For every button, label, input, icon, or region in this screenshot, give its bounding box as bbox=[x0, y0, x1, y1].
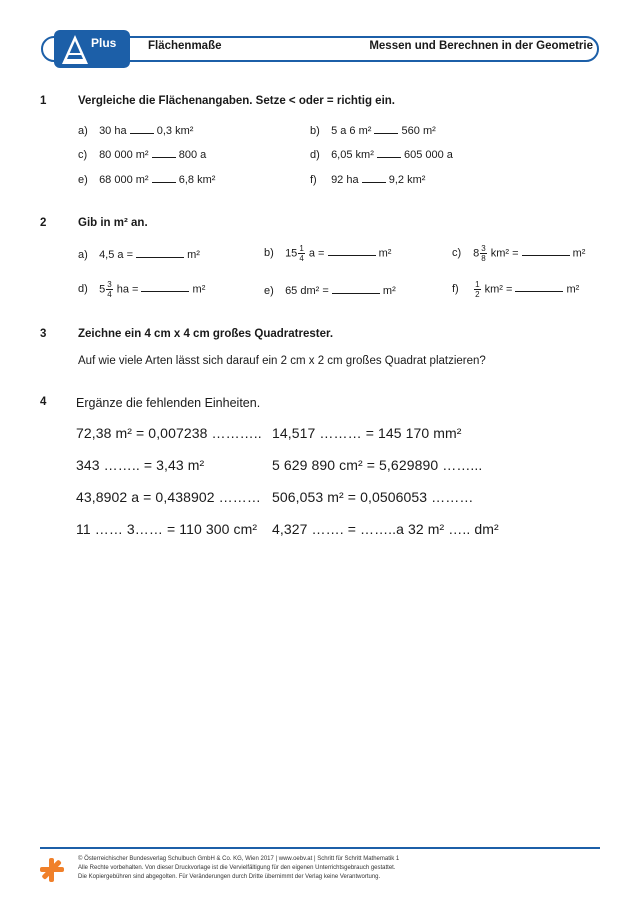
item-label: b) bbox=[310, 125, 320, 137]
mixed-whole: 15 bbox=[285, 247, 298, 260]
item-label: c) bbox=[452, 247, 462, 260]
exercise-item bbox=[78, 280, 205, 299]
task-number: 2 bbox=[40, 217, 47, 229]
item-label: f) bbox=[452, 283, 459, 296]
answer-blank[interactable] bbox=[515, 282, 563, 292]
denominator: 8 bbox=[481, 254, 486, 263]
numerator: 3 bbox=[107, 280, 112, 289]
footer-rights: Alle Rechte vorbehalten. Von dieser Druckvorlage ist die Vervielfältigung für den eigenen Unterrichtsgebrauch gestattet. bbox=[78, 865, 396, 871]
numerator: 3 bbox=[481, 244, 486, 253]
exercise-item bbox=[78, 248, 200, 261]
exercise-item bbox=[78, 124, 193, 137]
answer-blank[interactable] bbox=[377, 148, 401, 158]
chapter-title: Messen und Berechnen in der Geometrie bbox=[369, 40, 593, 52]
fraction bbox=[106, 280, 112, 299]
conversion-right: 506,053 m² = 0,0506053 ……… bbox=[272, 489, 474, 505]
page-topic: Flächenmaße bbox=[148, 40, 222, 52]
item-expression: ha = bbox=[116, 283, 139, 296]
numerator: 1 bbox=[475, 280, 480, 289]
exercise-item bbox=[452, 244, 585, 263]
exercise-item bbox=[310, 173, 425, 186]
item-expression: 4,5 a = bbox=[99, 249, 134, 261]
answer-blank[interactable] bbox=[130, 124, 154, 134]
item-label: a) bbox=[78, 125, 88, 137]
answer-blank[interactable] bbox=[152, 173, 176, 183]
denominator: 4 bbox=[299, 254, 304, 263]
exercise-item bbox=[264, 244, 391, 263]
item-label: e) bbox=[78, 174, 88, 186]
task-title: Gib in m² an. bbox=[78, 217, 148, 229]
unit: m² bbox=[378, 247, 392, 260]
mixed-whole: 8 bbox=[473, 247, 480, 260]
task-title: Zeichne ein 4 cm x 4 cm großes Quadratrester. bbox=[78, 328, 334, 340]
unit: m² bbox=[382, 285, 396, 297]
item-right: 800 a bbox=[178, 149, 207, 161]
item-label: d) bbox=[310, 149, 320, 161]
denominator: 2 bbox=[475, 290, 480, 299]
item-left: 68 000 m² bbox=[99, 174, 149, 186]
numerator: 1 bbox=[299, 244, 304, 253]
answer-blank[interactable] bbox=[328, 246, 376, 256]
exercise-item bbox=[310, 148, 453, 161]
task-title: Ergänze die fehlenden Einheiten. bbox=[76, 396, 261, 410]
exercise-item bbox=[310, 124, 436, 137]
exercise-item bbox=[78, 173, 215, 186]
conversion-left: 343 …….. = 3,43 m² bbox=[76, 457, 205, 473]
answer-blank[interactable] bbox=[522, 246, 570, 256]
item-expression: a = bbox=[308, 247, 325, 260]
conversion-right: 4,327 ……. = ……..a 32 m² ….. dm² bbox=[272, 521, 499, 537]
item-right: 560 m² bbox=[401, 125, 436, 137]
conversion-right: 5 629 890 cm² = 5,629890 ……... bbox=[272, 457, 483, 473]
task-number: 3 bbox=[40, 328, 47, 340]
item-right: 6,8 km² bbox=[178, 174, 216, 186]
footer-copyright: © Österreichischer Bundesverlag Schulbuch GmbH & Co. KG, Wien 2017 | www.oebv.at | Schritt für Schritt Mathematik 1 bbox=[78, 856, 400, 862]
exercise-item bbox=[78, 148, 206, 161]
task-number: 1 bbox=[40, 95, 47, 107]
item-right: 9,2 km² bbox=[388, 174, 426, 186]
item-expression: km² = bbox=[484, 283, 513, 296]
footer-fees: Die Kopiergebühren sind abgegolten. Für Veränderungen durch Dritte übernimmt der Verlag keine Verantwortung. bbox=[78, 874, 381, 880]
plus-badge-label: Plus bbox=[91, 36, 117, 50]
conversion-left: 72,38 m² = 0,007238 ……….. bbox=[76, 425, 262, 441]
item-left: 80 000 m² bbox=[99, 149, 149, 161]
item-left: 5 a 6 m² bbox=[331, 125, 372, 137]
task-title: Vergleiche die Flächenangaben. Setze < oder = richtig ein. bbox=[78, 95, 395, 107]
item-right: 0,3 km² bbox=[156, 125, 194, 137]
unit: m² bbox=[572, 247, 586, 260]
item-right: 605 000 a bbox=[403, 149, 453, 161]
fraction bbox=[480, 244, 486, 263]
conversion-left: 11 …… 3…… = 110 300 cm² bbox=[76, 521, 258, 537]
answer-blank[interactable] bbox=[332, 284, 380, 294]
item-label: e) bbox=[264, 285, 274, 297]
item-label: b) bbox=[264, 247, 274, 260]
task-number: 4 bbox=[40, 396, 47, 408]
denominator: 4 bbox=[107, 290, 112, 299]
item-label: d) bbox=[78, 283, 88, 296]
unit: m² bbox=[192, 283, 206, 296]
item-left: 30 ha bbox=[99, 125, 127, 137]
item-left: 92 ha bbox=[331, 174, 359, 186]
answer-blank[interactable] bbox=[362, 173, 386, 183]
footer-rule bbox=[40, 847, 600, 849]
mixed-whole: 5 bbox=[99, 283, 106, 296]
answer-blank[interactable] bbox=[136, 248, 184, 258]
fraction bbox=[474, 280, 480, 299]
answer-blank[interactable] bbox=[374, 124, 398, 134]
item-expression: km² = bbox=[490, 247, 519, 260]
unit: m² bbox=[187, 249, 200, 261]
task-question: Auf wie viele Arten lässt sich darauf ein 2 cm x 2 cm großes Quadrat platzieren? bbox=[78, 355, 486, 367]
answer-blank[interactable] bbox=[141, 282, 189, 292]
conversion-left: 43,8902 a = 0,438902 ……… bbox=[76, 489, 261, 505]
publisher-logo-icon bbox=[38, 856, 66, 884]
item-left: 6,05 km² bbox=[331, 149, 374, 161]
item-label: f) bbox=[310, 174, 317, 186]
conversion-right: 14,517 ……… = 145 170 mm² bbox=[272, 425, 462, 441]
fraction bbox=[298, 244, 304, 263]
unit: m² bbox=[566, 283, 580, 296]
item-expression: 65 dm² = bbox=[285, 285, 329, 297]
item-label: c) bbox=[78, 149, 88, 161]
answer-blank[interactable] bbox=[152, 148, 176, 158]
item-label: a) bbox=[78, 249, 88, 261]
exercise-item bbox=[452, 280, 579, 299]
exercise-item bbox=[264, 284, 396, 297]
